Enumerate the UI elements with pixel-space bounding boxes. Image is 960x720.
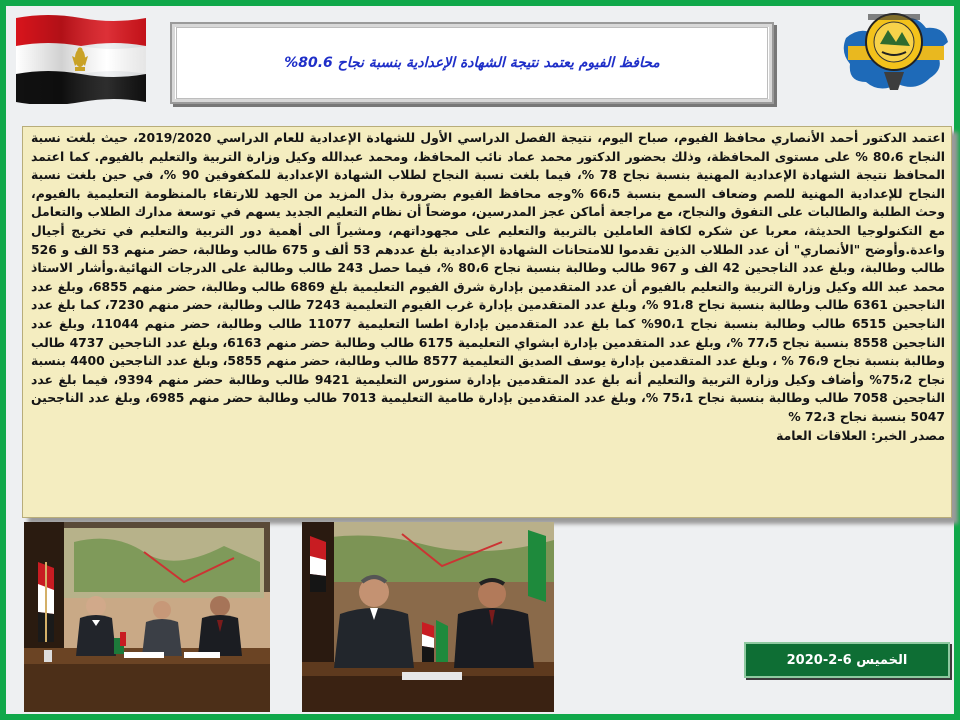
fayoum-governorate-logo-icon <box>840 8 952 96</box>
meeting-photo-right <box>302 522 554 712</box>
article-panel <box>22 126 952 518</box>
headline-title: محافظ الفيوم يعتمد نتيجة الشهادة الإعدادية بنسبة نجاح 80.6% <box>284 55 660 71</box>
date-badge <box>744 642 950 678</box>
article-body: اعتمد الدكتور أحمد الأنصاري محافظ الفيوم، صباح اليوم، نتيجة الفصل الدراسي الأول للشهادة الإعدادية للعام الدراسي 2019/2020، حيث بلغت نسبة النجاح 80،6 % على مستوى المحافظة، وذلك بحضور الدكتور محمد عماد نائب المحافظ، ومحمد عبدالله وكيل وزارة التربية والتعليم بالفيوم. كما اعتمد المحافظ نتيجة الشهادة الإعدادية المهنية بنسبة نجاح 78 %، فيما بلغت نسبة النجاح لطلاب الشهادة الإعدادية للمكفوفين 90 %، في حين بلغت نسبة النجاح للإعدادية المهنية للصم وضعاف السمع بنسبة 66،5 %وجه محافظ الفيوم بضرورة بذل المزيد من الجهد للارتقاء بالمنظومة التعليمية بالفيوم، وحث الطلبة والطالبات على التفوق والنجاح، مع مراجعة أماكن عجز المدرسين، موضحاً أن نظام التعليم الجديد يسهم في توسعة مدارك الطلاب والتعامل مع التكنولوجيا الحديثة، معربا عن شكره لكافة العاملين بالتربية والتعليم على مجهوداتهم، ومشيراً الى أهمية دور التربية والتعليم في تخريج أجيال واعدة.وأوضح "الأنصاري" أن عدد الطلاب الذين تقدموا للامتحانات الشهادة الإعدادية بلغ عددهم 53 ألف و 675 طالب وطالبة، حضر منهم 53 الف و 526 طالب وطالبة، وبلغ عدد الناجحين 42 الف و 967 طالب وطالبة بنسبة نجاح 80،6 %، فيما حصل 243 طالب وطالبة على الدرجات النهائية.وأشار الاستاذ محمد عبد الله وكيل وزارة التربية والتعليم بالفيوم أن عدد المتقدمين بإدارة شرق الفيوم التعليمية بلغ 6869 طالب وطالبة، حضر منهم 6855، وبلغ عدد الناجحين 6361 طالب وطالبة بنسبة نجاح 91،8 %، وبلغ عدد المتقدمين بإدارة غرب الفيوم التعليمية 7243 طالب وطالبة، حضر منهم 7230، كما بلغ عدد الناجحين 6515 طالب وطالبة بنسبة نجاح 90،1% كما بلغ عدد المتقدمين بإدارة اطسا التعليمية 11077 طالب وطالبة، حضر منهم 11044، وبلغ عدد الناجحين 8558 بنسبة نجاح 77،5 %، وبلغ عدد المتقدمين بإدارة ابشواي التعليمية 6175 طالب وطالبة حضر منهم 6163، وبلغ عدد الناجحين 4737 طالب وطالبة بنسبة نجاح 76،9 % ، وبلغ عدد المتقدمين بإدارة يوسف الصديق التعليمية 8577 طالب وطالبة، حضر منهم 5855، وبلغ عدد الناجحين 4400 بنسبة نجاح 75،2% وأضاف وكيل وزارة التربية والتعليم أنه بلغ عدد المتقدمين بإدارة سنورس التعليمية 9421 طالب وطالبة حضر منهم 9394، فيما بلغ عدد الناجحين 7058 طالب وطالبة بنسبة نجاح 75،1 %، وبلغ عدد المتقدمين بإدارة طامية التعليمية 7013 طالب وطالبة حضر منهم 6985، وبلغ عدد الناجحين 5047 بنسبة نجاح 72،3 % <box>31 130 946 424</box>
article-source: مصدر الخبر: العلاقات العامة <box>776 427 945 443</box>
egypt-flag-icon <box>14 12 148 104</box>
meeting-photo-left <box>24 522 270 712</box>
headline-inner-frame <box>176 27 768 99</box>
date-text: الخميس 6-2-2020 <box>786 652 908 668</box>
headline-box <box>170 22 774 104</box>
